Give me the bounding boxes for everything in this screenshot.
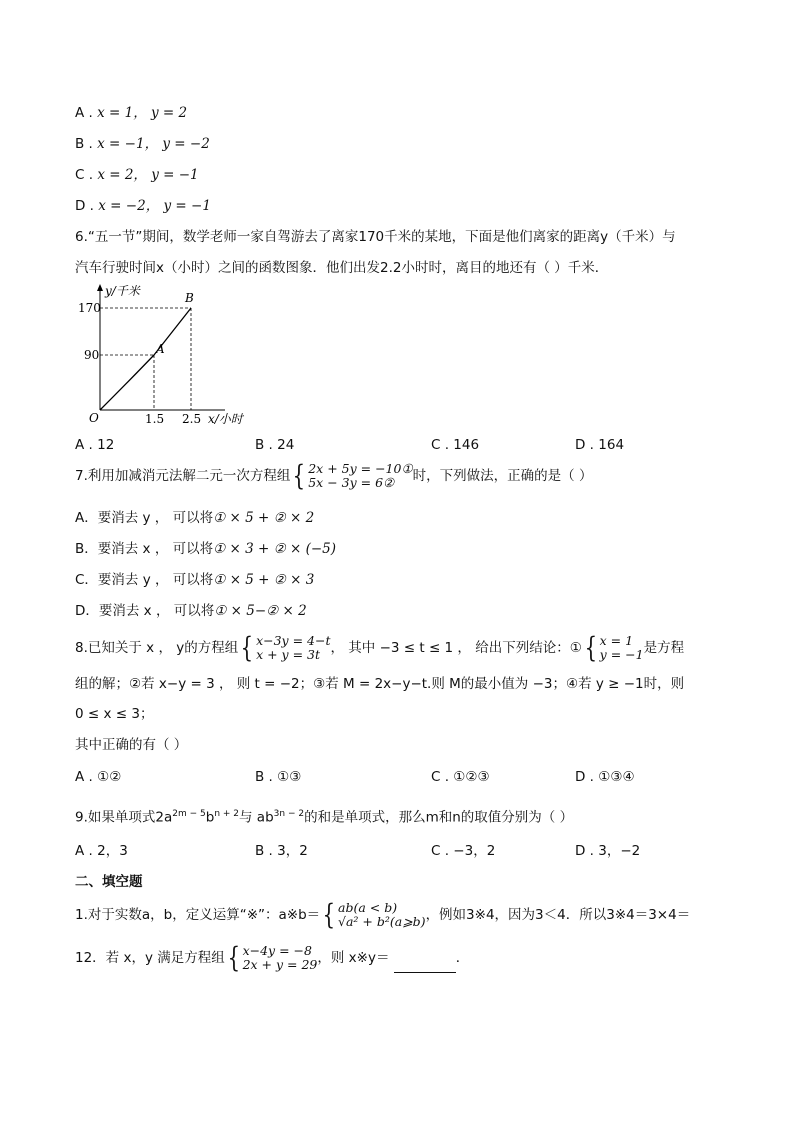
fill-q1-line1: 1.对于实数a，b，定义运算“※”：a※b＝{ ab(a < b) √a² + b²(a⩾b) ，例如3※4，因为3＜4．所以3※4＝3×4＝ (75, 898, 691, 931)
q7-option-d: D．要消去 x ， 可以将① × 5−② × 2 (75, 603, 307, 619)
y-tick-170: 170 (78, 301, 101, 315)
section-heading: 二、填空题 (75, 874, 143, 890)
q5-option-a: A . x = 1， y = 2 (75, 105, 188, 121)
fill-q1-line2: 12．若 x，y 满足方程组{ x−4y = −8 2x + y = 29 ，则 x※y＝ ． (75, 941, 470, 974)
y-axis-arrow (97, 284, 103, 291)
q7-option-a: A．要消去 y ， 可以将① × 5 + ② × 2 (75, 510, 315, 526)
q6-option-a: A . 12 (75, 437, 115, 453)
q8-stem-line1: 8.已知关于 x ， y的方程组{ x−3y = 4−t x + y = 3t ， 其中 −3 ≤ t ≤ 1 ， 给出下列结论：①{ x = 1 y = −1 是方程 (75, 631, 685, 664)
q9-option-c: C . −3，2 (431, 843, 496, 859)
q8-option-c: C . ①②③ (431, 769, 490, 785)
q8-stem-line3: 0 ≤ x ≤ 3； (75, 706, 154, 722)
q8-option-a: A . ①② (75, 769, 122, 785)
q9-option-b: B . 3，2 (255, 843, 308, 859)
q6-function-graph (75, 282, 275, 428)
answer-blank[interactable] (394, 958, 456, 973)
q6-option-d: D . 164 (575, 437, 625, 453)
q6-option-b: B . 24 (255, 437, 295, 453)
q5-option-b: B . x = −1， y = −2 (75, 136, 210, 152)
q9-option-a: A . 2，3 (75, 843, 128, 859)
q6-stem-line2: 汽车行驶时间x（小时）之间的函数图象．他们出发2.2小时时，离目的地还有（ ）千米． (75, 260, 609, 276)
q8-stem-line4: 其中正确的有（ ） (75, 737, 188, 753)
origin-label: O (89, 411, 99, 425)
point-a-label: A (156, 342, 165, 356)
q9-stem: 9.如果单项式$2a^{2m - 5}b^{n + 2}$与 $ab^{3n - 2}$的和是单项式，那么m和n的取值分别为（ ） (75, 809, 574, 826)
q7-stem: 7.利用加减消元法解二元一次方程组{ 2x + 5y = −10① 5x − 3y = 6② 时，下列做法，正确的是（ ） (75, 459, 593, 492)
y-axis-label: y/千米 (105, 284, 140, 298)
y-tick-90: 90 (84, 348, 100, 362)
x-tick-2-5: 2.5 (182, 412, 202, 426)
point-b-label: B (185, 291, 194, 305)
q9-option-d: D . 3，−2 (575, 843, 641, 859)
function-curve (100, 308, 191, 410)
x-tick-1-5: 1.5 (145, 412, 165, 426)
q5-option-d: D . x = −2， y = −1 (75, 198, 211, 214)
q7-option-b: B．要消去 x ， 可以将① × 3 + ② × (−5) (75, 541, 337, 557)
x-axis-label: x/小时 (208, 412, 243, 426)
q8-option-d: D . ①③④ (575, 769, 635, 785)
q8-stem-line2: 组的解；②若 x−y = 3 ， 则 t = −2；③若 M = 2x−y−t.则 M的最小值为 −3；④若 y ≥ −1时，则 (75, 676, 685, 692)
q5-option-c: C . x = 2， y = −1 (75, 167, 199, 183)
q6-option-c: C . 146 (431, 437, 480, 453)
q8-option-b: B . ①③ (255, 769, 302, 785)
q7-option-c: C．要消去 y ， 可以将① × 5 + ② × 3 (75, 572, 315, 588)
q6-stem-line1: 6.“五一节”期间，数学老师一家自驾游去了离家170千米的某地，下面是他们离家的距离y（千米）与 (75, 229, 676, 245)
